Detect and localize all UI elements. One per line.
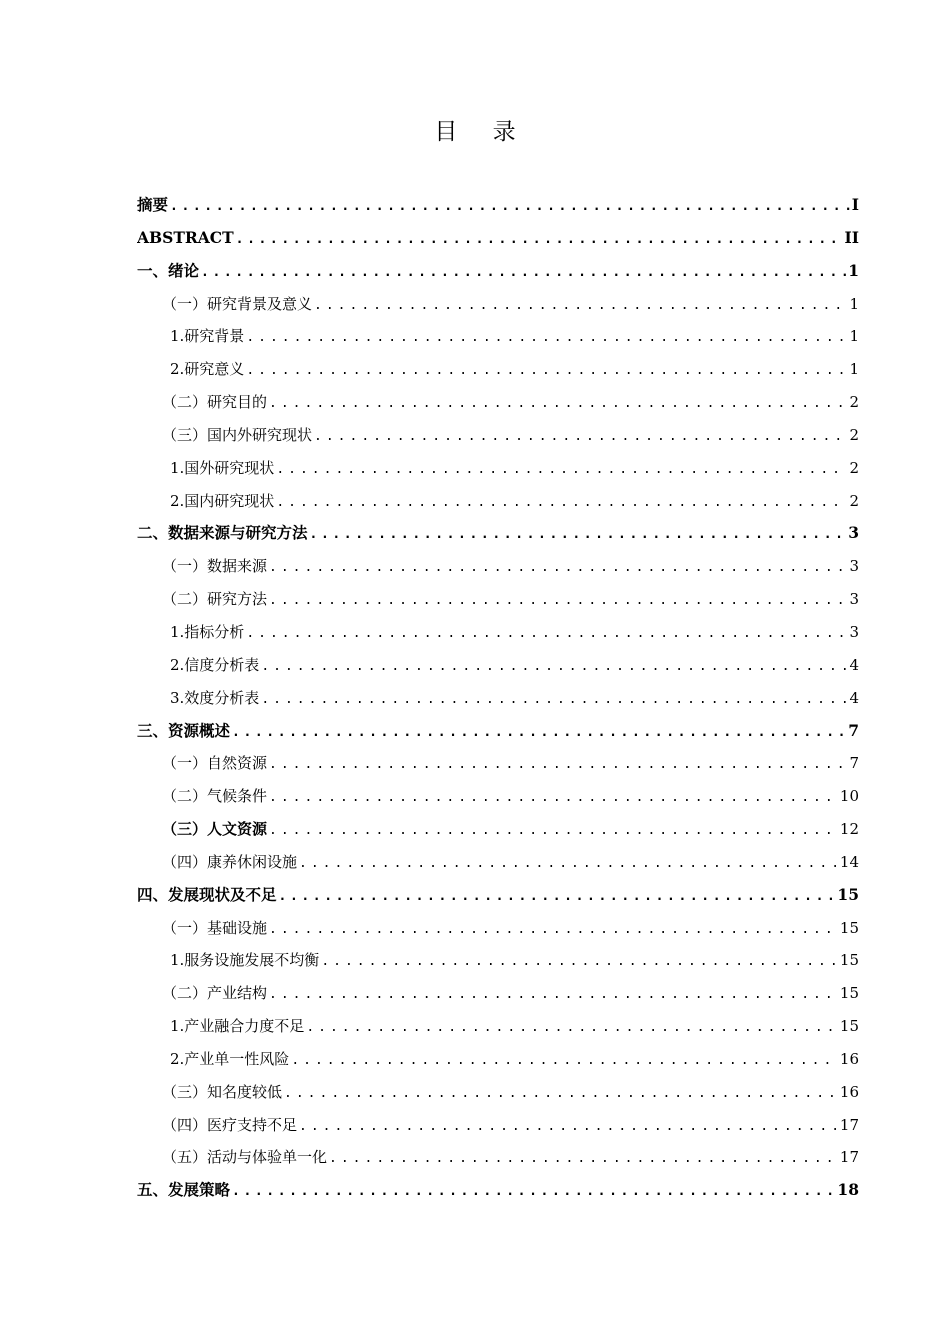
toc-entry-page-number: I [851,195,859,214]
toc-dot-leader [201,257,846,288]
toc-entry-label: （二）产业结构 [162,984,268,1003]
toc-entry-label: 四、发展现状及不足 [137,884,277,904]
toc-entry[interactable] [137,977,859,1010]
toc-entry[interactable] [137,485,859,518]
toc-entry[interactable] [137,1043,859,1076]
toc-entry-label: 3.效度分析表 [170,688,260,707]
toc-entry-label: （二）研究目的 [162,393,268,412]
toc-entry-label: 二、数据来源与研究方法 [137,523,308,543]
toc-entry-label: （三）知名度较低 [162,1082,283,1101]
toc-entry-page-number: 7 [849,754,859,773]
toc-entry-page-number: 15 [839,984,859,1003]
toc-dot-leader [236,224,843,255]
toc-dot-leader [314,290,847,321]
toc-entry[interactable] [137,419,859,452]
toc-entry-page-number: 3 [848,523,859,543]
toc-dot-leader [299,1111,838,1142]
toc-dot-leader [170,191,850,222]
toc-entry[interactable] [137,1109,859,1142]
toc-entry-page-number: 10 [839,787,859,806]
toc-entry[interactable] [137,912,859,945]
toc-entry[interactable] [137,747,859,780]
toc-entry[interactable] [137,1174,859,1207]
toc-dot-leader [232,717,846,748]
toc-entry[interactable] [137,1010,859,1043]
toc-entry-page-number: 1 [848,260,859,280]
toc-dot-leader [314,421,847,452]
toc-entry-label: （四）医疗支持不足 [162,1115,298,1134]
toc-entry-label: （三）国内外研究现状 [162,425,313,444]
toc-dot-leader [329,1143,838,1174]
toc-entry-page-number: 18 [837,1180,859,1200]
toc-entry[interactable] [137,386,859,419]
toc-entry-page-number: 4 [849,688,859,707]
toc-entry-page-number: 3 [849,622,859,641]
toc-entry-label: 三、资源概述 [137,720,231,740]
toc-entry-page-number: 1 [849,327,859,346]
toc-entry-label: 2.信度分析表 [170,655,260,674]
toc-entry[interactable] [137,649,859,682]
toc-dot-leader [279,881,836,912]
table-of-contents [137,189,859,1207]
toc-entry-page-number: 15 [839,1017,859,1036]
toc-entry-page-number: 16 [839,1082,859,1101]
toc-dot-leader [246,618,847,649]
toc-dot-leader [291,1045,838,1076]
toc-dot-leader [310,519,847,550]
toc-dot-leader [321,946,838,977]
toc-entry-label: （一）自然资源 [162,754,268,773]
toc-entry[interactable] [137,715,859,748]
toc-dot-leader [306,1012,838,1043]
toc-dot-leader [269,782,838,813]
toc-entry-label: （三）人文资源 [162,820,268,839]
toc-entry-page-number: II [844,227,859,247]
toc-dot-leader [276,454,847,485]
toc-entry[interactable] [137,189,859,222]
toc-entry-label: 2.产业单一性风险 [170,1049,290,1068]
toc-entry[interactable] [137,288,859,321]
toc-entry-page-number: 2 [849,393,859,412]
toc-entry[interactable] [137,879,859,912]
toc-dot-leader [269,749,847,780]
toc-entry[interactable] [137,222,859,255]
toc-entry-label: 五、发展策略 [137,1180,231,1200]
toc-entry-label: 1.研究背景 [170,327,245,346]
toc-entry-page-number: 17 [839,1148,859,1167]
toc-entry[interactable] [137,320,859,353]
toc-entry-label: （一）基础设施 [162,918,268,937]
toc-dot-leader [269,585,847,616]
toc-entry-page-number: 1 [849,360,859,379]
toc-entry-page-number: 17 [839,1115,859,1134]
toc-dot-leader [299,848,838,879]
toc-entry-label: ABSTRACT [137,227,234,247]
toc-entry[interactable] [137,452,859,485]
toc-dot-leader [269,388,847,419]
toc-entry[interactable] [137,682,859,715]
toc-entry-page-number: 4 [849,655,859,674]
toc-entry-label: 1.服务设施发展不均衡 [170,951,320,970]
toc-entry-label: （一）数据来源 [162,557,268,576]
toc-entry[interactable] [137,616,859,649]
toc-entry-label: 摘要 [137,195,169,214]
toc-dot-leader [269,552,847,583]
toc-entry-label: 1.国外研究现状 [170,458,275,477]
toc-dot-leader [269,979,838,1010]
toc-entry-page-number: 16 [839,1049,859,1068]
toc-dot-leader [232,1176,835,1207]
toc-entry-label: 1.指标分析 [170,622,245,641]
toc-entry-page-number: 2 [849,458,859,477]
toc-entry-page-number: 14 [839,852,859,871]
toc-entry[interactable] [137,1076,859,1109]
toc-entry[interactable] [137,517,859,550]
toc-entry-label: 1.产业融合力度不足 [170,1017,305,1036]
toc-entry-page-number: 2 [849,491,859,510]
page-title: 目 录 [434,119,530,145]
toc-entry-page-number: 1 [849,294,859,313]
toc-dot-leader [269,815,838,846]
toc-entry-label: （二）研究方法 [162,590,268,609]
toc-dot-leader [261,651,847,682]
toc-dot-leader [276,487,847,518]
toc-entry-page-number: 2 [849,425,859,444]
toc-entry[interactable] [137,944,859,977]
toc-dot-leader [246,322,847,353]
toc-entry[interactable] [137,813,859,846]
toc-entry-label: （五）活动与体验单一化 [162,1148,328,1167]
toc-dot-leader [246,355,847,386]
toc-entry[interactable] [137,255,859,288]
toc-entry-page-number: 7 [848,720,859,740]
toc-entry[interactable] [137,583,859,616]
toc-entry-label: （二）气候条件 [162,787,268,806]
toc-entry[interactable] [137,780,859,813]
toc-entry-page-number: 15 [839,918,859,937]
toc-entry-page-number: 15 [837,884,859,904]
toc-dot-leader [261,684,847,715]
toc-entry[interactable] [137,353,859,386]
toc-entry[interactable] [137,1141,859,1174]
toc-entry[interactable] [137,846,859,879]
toc-dot-leader [269,914,838,945]
toc-entry-label: 2.国内研究现状 [170,491,275,510]
toc-entry-label: （一）研究背景及意义 [162,294,313,313]
toc-entry-page-number: 3 [849,590,859,609]
toc-entry-page-number: 3 [849,557,859,576]
toc-entry-label: 一、绪论 [137,260,200,280]
toc-entry[interactable] [137,550,859,583]
toc-entry-label: （四）康养休闲设施 [162,852,298,871]
toc-entry-page-number: 15 [839,951,859,970]
toc-entry-label: 2.研究意义 [170,360,245,379]
toc-entry-page-number: 12 [839,820,859,839]
toc-dot-leader [284,1078,838,1109]
